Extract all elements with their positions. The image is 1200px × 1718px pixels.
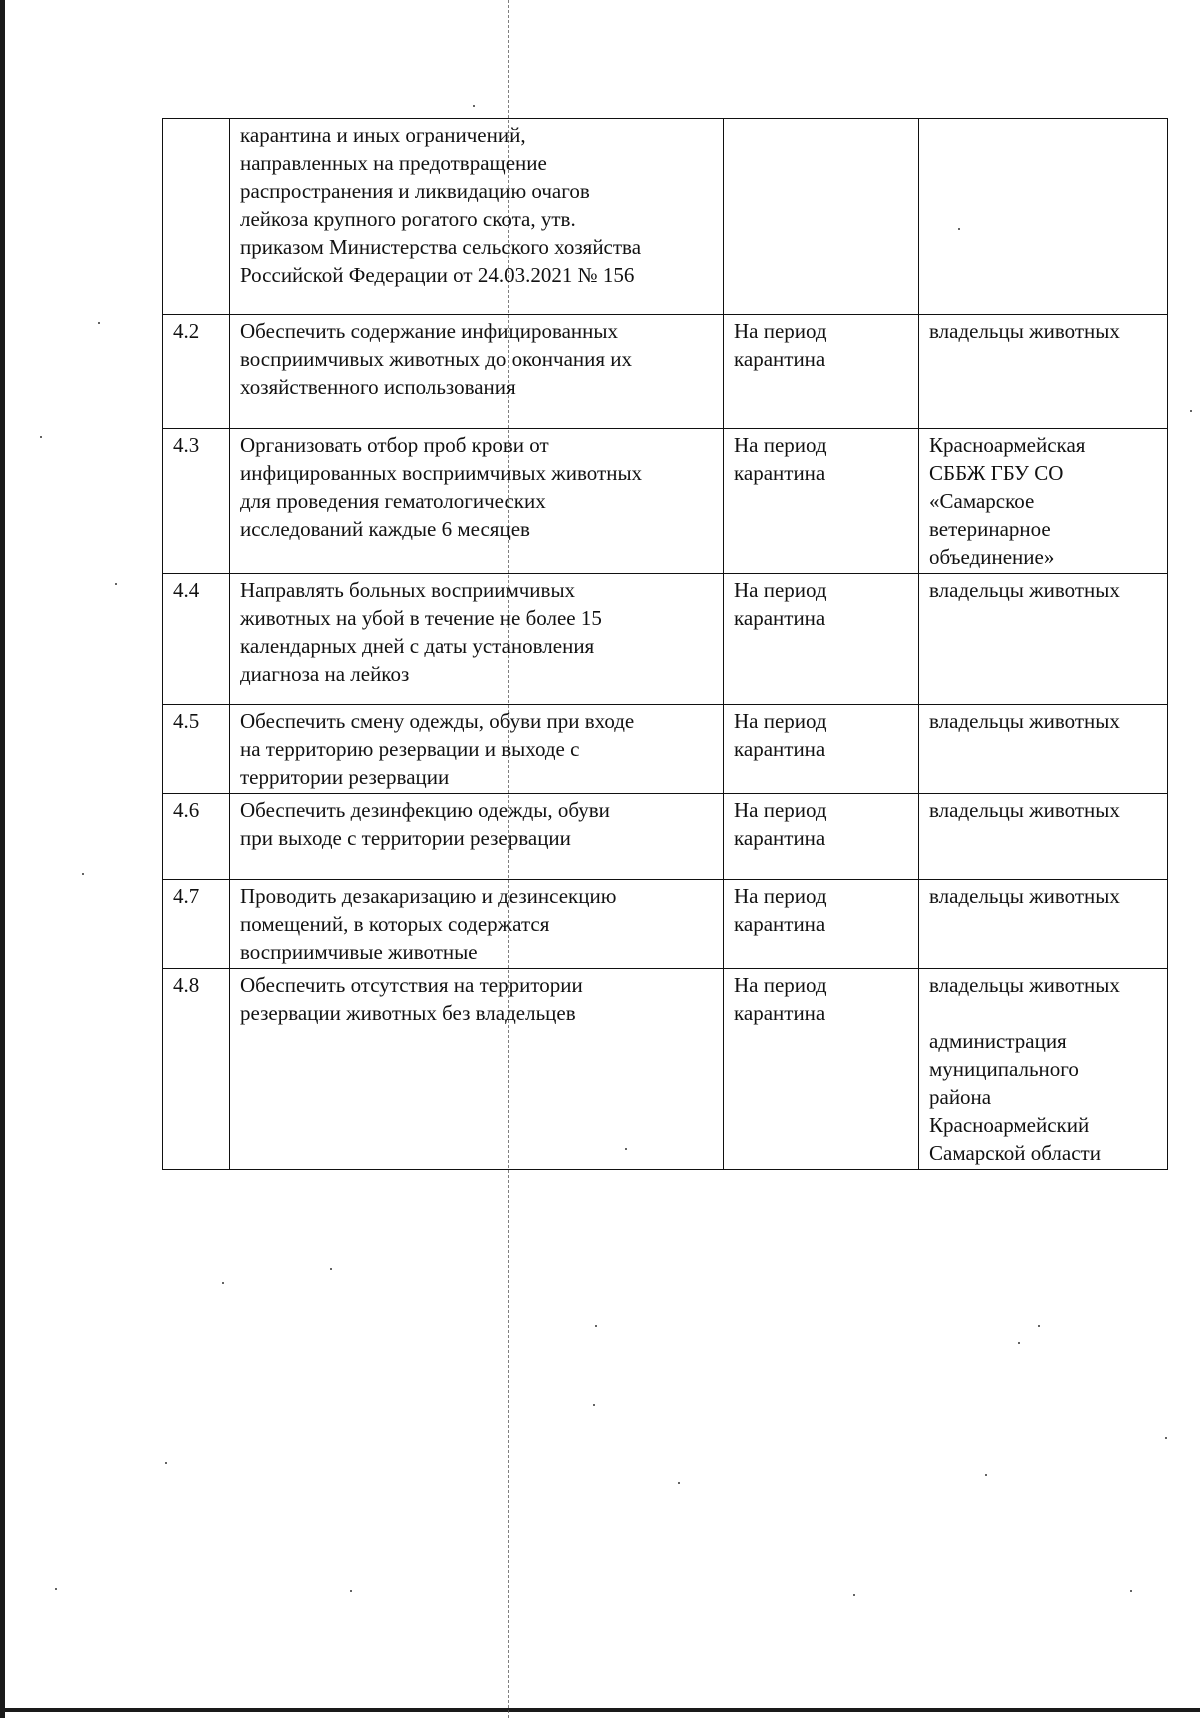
row-number: 4.7 [163,880,230,969]
term-text: На период карантина [724,794,919,880]
table-row [163,705,1168,794]
table-row [163,119,1168,315]
scan-speck [853,1594,855,1596]
measure-text: Обеспечить дезинфекцию одежды, обуви при выходе с территории резервации [230,794,724,880]
table-row [163,969,1168,1170]
term-text: На период карантина [724,880,919,969]
responsible-text: Красноармейская СББЖ ГБУ СО «Самарское ветеринарное объединение» [919,429,1168,574]
scan-speck [330,1268,332,1270]
scan-edge-left [0,0,5,1718]
responsible-text: владельцы животных [919,574,1168,705]
table-row [163,574,1168,705]
responsible-extra-text: администрация муниципального района Красноармейский Самарской области [929,1029,1101,1165]
term-text [724,119,919,315]
scan-speck [1018,1342,1020,1344]
responsible-text: владельцы животных [919,794,1168,880]
line-gap [929,999,1157,1027]
term-text: На период карантина [724,315,919,429]
row-number: 4.2 [163,315,230,429]
measure-text: Обеспечить содержание инфицированных восприимчивых животных до окончания их хозяйственного использования [230,315,724,429]
row-number: 4.4 [163,574,230,705]
scan-speck [1038,1325,1040,1327]
measure-text: Обеспечить смену одежды, обуви при входе на территорию резервации и выходе с территории резервации [230,705,724,794]
responsible-text: владельцы животных [929,973,1120,997]
scan-speck [165,1462,167,1464]
responsible-text: владельцы животных [919,705,1168,794]
measure-text: Направлять больных восприимчивых животных на убой в течение не более 15 календарных дней с даты установления диагноза на лейкоз [230,574,724,705]
scan-speck [1165,1437,1167,1439]
measure-text: Организовать отбор проб крови от инфицированных восприимчивых животных для проведения гематологических исследований каждые 6 месяцев [230,429,724,574]
scan-speck [40,436,42,438]
table-row [163,315,1168,429]
term-text: На период карантина [724,429,919,574]
term-text: На период карантина [724,574,919,705]
scan-speck [473,105,475,107]
scan-speck [222,1282,224,1284]
row-number [163,119,230,315]
quarantine-measures-table [162,118,1168,1170]
row-number: 4.8 [163,969,230,1170]
table-row [163,794,1168,880]
measure-text: Обеспечить отсутствия на территории резервации животных без владельцев [230,969,724,1170]
table-row [163,880,1168,969]
term-text: На период карантина [724,705,919,794]
row-number: 4.3 [163,429,230,574]
measure-text: карантина и иных ограничений, направленных на предотвращение распространения и ликвидацию очагов лейкоза крупного рогатого скота, утв. приказом Министерства сельского хозяйства Российской Федерации от 24.03.2021 № 156 [230,119,724,315]
responsible-text: владельцы животных [919,315,1168,429]
scan-speck [1190,410,1192,412]
scan-speck [82,873,84,875]
term-text: На период карантина [724,969,919,1170]
scan-speck [115,583,117,585]
scan-speck [595,1325,597,1327]
row-number: 4.5 [163,705,230,794]
scan-speck [1130,1590,1132,1592]
scan-speck [678,1482,680,1484]
scan-speck [593,1404,595,1406]
scan-speck [985,1474,987,1476]
scan-speck [55,1588,57,1590]
responsible-text: владельцы животных [919,880,1168,969]
row-number: 4.6 [163,794,230,880]
scan-edge-bottom [0,1708,1200,1712]
responsible-text [919,119,1168,315]
table-row [163,429,1168,574]
measure-text: Проводить дезакаризацию и дезинсекцию помещений, в которых содержатся восприимчивые животные [230,880,724,969]
scan-speck [98,322,100,324]
scan-speck [350,1590,352,1592]
responsible-cell [919,969,1168,1170]
